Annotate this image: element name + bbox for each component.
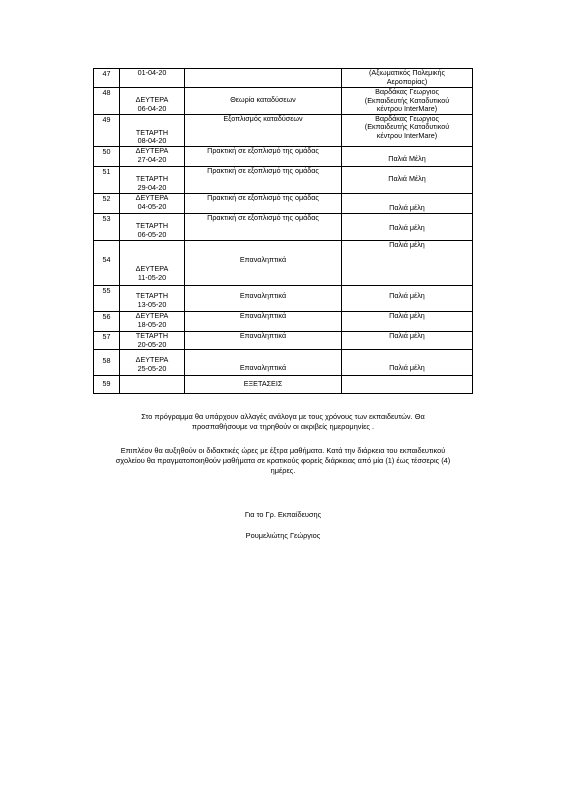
lesson-number: 47 bbox=[94, 69, 120, 88]
lesson-subject: Θεωρία καταδύσεων bbox=[185, 88, 342, 115]
table-row bbox=[94, 376, 473, 394]
lesson-subject: Επαναληπτικά bbox=[185, 331, 342, 349]
lesson-date-cell bbox=[120, 193, 185, 213]
lesson-day: ΤΕΤΑΡΤΗ bbox=[135, 220, 169, 230]
lesson-date: 18-05-20 bbox=[137, 319, 167, 329]
extra-lessons-note: Επιπλέον θα αυξηθούν οι διδακτικές ώρες με έξτρα μαθήματα. Κατά την διάρκεια του εκπαιδευτικού σχολείου θα πραγματοποιηθούν μαθήματα σε κρατικούς φορείς διάρκειας από μία (1) έως τέσσερις (4) ημέρες. bbox=[115, 446, 451, 476]
lesson-date: 27-04-20 bbox=[137, 154, 167, 164]
lesson-number: 53 bbox=[94, 213, 120, 240]
lesson-number: 49 bbox=[94, 114, 120, 146]
lesson-day: ΔΕΥΤΕΡΑ bbox=[135, 311, 169, 320]
instructor-line: Βαρδάκας Γεωργιος bbox=[375, 87, 439, 96]
lesson-number: 51 bbox=[94, 166, 120, 193]
table-row bbox=[94, 69, 473, 88]
lesson-subject: Επαναληπτικά bbox=[185, 285, 342, 311]
lesson-date: 01-04-20 bbox=[137, 68, 167, 77]
table-row bbox=[94, 311, 473, 331]
table-row bbox=[94, 166, 473, 193]
lesson-date-cell bbox=[120, 331, 185, 349]
lesson-instructor bbox=[342, 146, 473, 166]
instructor-line: Αεροπορίας) bbox=[386, 76, 428, 86]
lesson-instructor bbox=[342, 376, 473, 394]
table-row bbox=[94, 193, 473, 213]
lesson-number: 57 bbox=[94, 331, 120, 349]
lesson-subject bbox=[185, 69, 342, 88]
lesson-instructor bbox=[342, 311, 473, 331]
lesson-day: ΔΕΥΤΕΡΑ bbox=[135, 355, 169, 365]
instructor-line: κέντρου InterMare) bbox=[376, 130, 438, 140]
lesson-date: 13-05-20 bbox=[137, 299, 167, 309]
signature-name: Ρουμελιώτης Γεώργιος bbox=[245, 531, 321, 540]
lesson-subject: Επαναληπτικά bbox=[185, 311, 342, 331]
lesson-subject: Πρακτική σε εξοπλισμό της ομάδας bbox=[185, 213, 342, 240]
lesson-day: ΔΕΥΤΕΡΑ bbox=[135, 146, 169, 155]
lesson-subject: Πρακτική σε εξοπλισμό της ομάδας bbox=[185, 146, 342, 166]
lesson-date-cell bbox=[120, 114, 185, 146]
instructor-line: (Αξιωματικός Πολεμικής bbox=[369, 68, 445, 77]
lesson-number: 48 bbox=[94, 88, 120, 115]
table-row bbox=[94, 285, 473, 311]
lesson-subject: Επαναληπτικά bbox=[185, 350, 342, 376]
lesson-day: ΤΕΤΑΡΤΗ bbox=[135, 173, 169, 183]
lesson-date: 25-05-20 bbox=[137, 363, 167, 373]
lesson-day: ΔΕΥΤΕΡΑ bbox=[135, 95, 169, 104]
table-row bbox=[94, 213, 473, 240]
lesson-date-cell bbox=[120, 213, 185, 240]
table-row bbox=[94, 88, 473, 115]
instructor-line: Παλιά Μέλη bbox=[388, 153, 426, 163]
lesson-date: 06-04-20 bbox=[137, 103, 167, 113]
lesson-instructor bbox=[342, 193, 473, 213]
lesson-number: 55 bbox=[94, 285, 120, 311]
lesson-date-cell bbox=[120, 146, 185, 166]
lesson-number: 52 bbox=[94, 193, 120, 213]
lesson-subject: Επαναληπτικά bbox=[185, 240, 342, 285]
lesson-date: 04-05-20 bbox=[137, 201, 167, 211]
lesson-number: 54 bbox=[94, 240, 120, 285]
lesson-number: 59 bbox=[94, 376, 120, 394]
lesson-date-cell bbox=[120, 376, 185, 394]
lesson-date: 06-05-20 bbox=[137, 229, 167, 239]
instructor-line: κέντρου InterMare) bbox=[376, 104, 438, 114]
instructor-line: Παλιά μέλη bbox=[389, 290, 425, 300]
schedule-note: Στο πρόγραμμα θα υπάρχουν αλλαγές ανάλογα με τους χρόνους των εκπαιδευτών. Θα προσπαθήσουμε να τηρηθούν οι ακριβείς ημερομηνίες . bbox=[141, 412, 425, 432]
lesson-date-cell bbox=[120, 350, 185, 376]
instructor-line: Βαρδάκας Γεωργιος bbox=[375, 114, 439, 123]
lesson-instructor bbox=[342, 88, 473, 115]
instructor-line: (Εκπαιδευτής Καταδυτικού bbox=[364, 95, 450, 105]
lesson-day: ΔΕΥΤΕΡΑ bbox=[135, 263, 169, 273]
lesson-day: ΔΕΥΤΕΡΑ bbox=[135, 193, 169, 202]
schedule-table bbox=[93, 68, 473, 394]
lesson-instructor bbox=[342, 240, 473, 285]
lesson-instructor bbox=[342, 285, 473, 311]
lesson-day: ΤΕΤΑΡΤΗ bbox=[135, 290, 169, 300]
lesson-day: ΤΕΤΑΡΤΗ bbox=[135, 127, 169, 137]
lesson-date: 08-04-20 bbox=[137, 136, 167, 146]
table-row bbox=[94, 331, 473, 349]
lesson-number: 58 bbox=[94, 350, 120, 376]
instructor-line: Παλιά μέλη bbox=[389, 222, 425, 232]
lesson-date: 20-05-20 bbox=[137, 339, 167, 349]
lesson-date-cell bbox=[120, 69, 185, 88]
lesson-instructor bbox=[342, 213, 473, 240]
lesson-subject: Πρακτική σε εξοπλισμό της ομάδας bbox=[185, 166, 342, 193]
lesson-instructor bbox=[342, 331, 473, 349]
lesson-date: 29-04-20 bbox=[137, 182, 167, 192]
instructor-line: Παλιά μέλη bbox=[389, 331, 425, 340]
lesson-number: 50 bbox=[94, 146, 120, 166]
signature-title: Για το Γρ. Εκπαίδευσης bbox=[244, 510, 322, 519]
lesson-subject: ΕΞΕΤΑΣΕΙΣ bbox=[185, 376, 342, 394]
lesson-date: 11-05-20 bbox=[137, 272, 167, 282]
lesson-number: 56 bbox=[94, 311, 120, 331]
instructor-line: Παλιά Μέλη bbox=[388, 173, 426, 183]
table-row bbox=[94, 146, 473, 166]
lesson-day: ΤΕΤΑΡΤΗ bbox=[135, 331, 169, 340]
table-row bbox=[94, 114, 473, 146]
table-row bbox=[94, 240, 473, 285]
instructor-line: (Εκπαιδευτής Καταδυτικού bbox=[364, 122, 450, 132]
lesson-instructor bbox=[342, 350, 473, 376]
instructor-line: Παλιά μέλη bbox=[389, 202, 425, 212]
instructor-line: Παλιά μέλη bbox=[389, 311, 425, 320]
lesson-date-cell bbox=[120, 311, 185, 331]
lesson-subject: Πρακτική σε εξοπλισμό της ομάδας bbox=[185, 193, 342, 213]
lesson-date-cell bbox=[120, 166, 185, 193]
lesson-date-cell bbox=[120, 285, 185, 311]
lesson-instructor bbox=[342, 166, 473, 193]
instructor-line: Παλιά μέλη bbox=[389, 240, 425, 249]
lesson-date-cell bbox=[120, 240, 185, 285]
instructor-line: Παλιά μέλη bbox=[389, 363, 425, 373]
lesson-date-cell bbox=[120, 88, 185, 115]
lesson-subject: Εξοπλισμός καταδύσεων bbox=[185, 114, 342, 146]
table-row bbox=[94, 350, 473, 376]
lesson-instructor bbox=[342, 69, 473, 88]
lesson-instructor bbox=[342, 114, 473, 146]
